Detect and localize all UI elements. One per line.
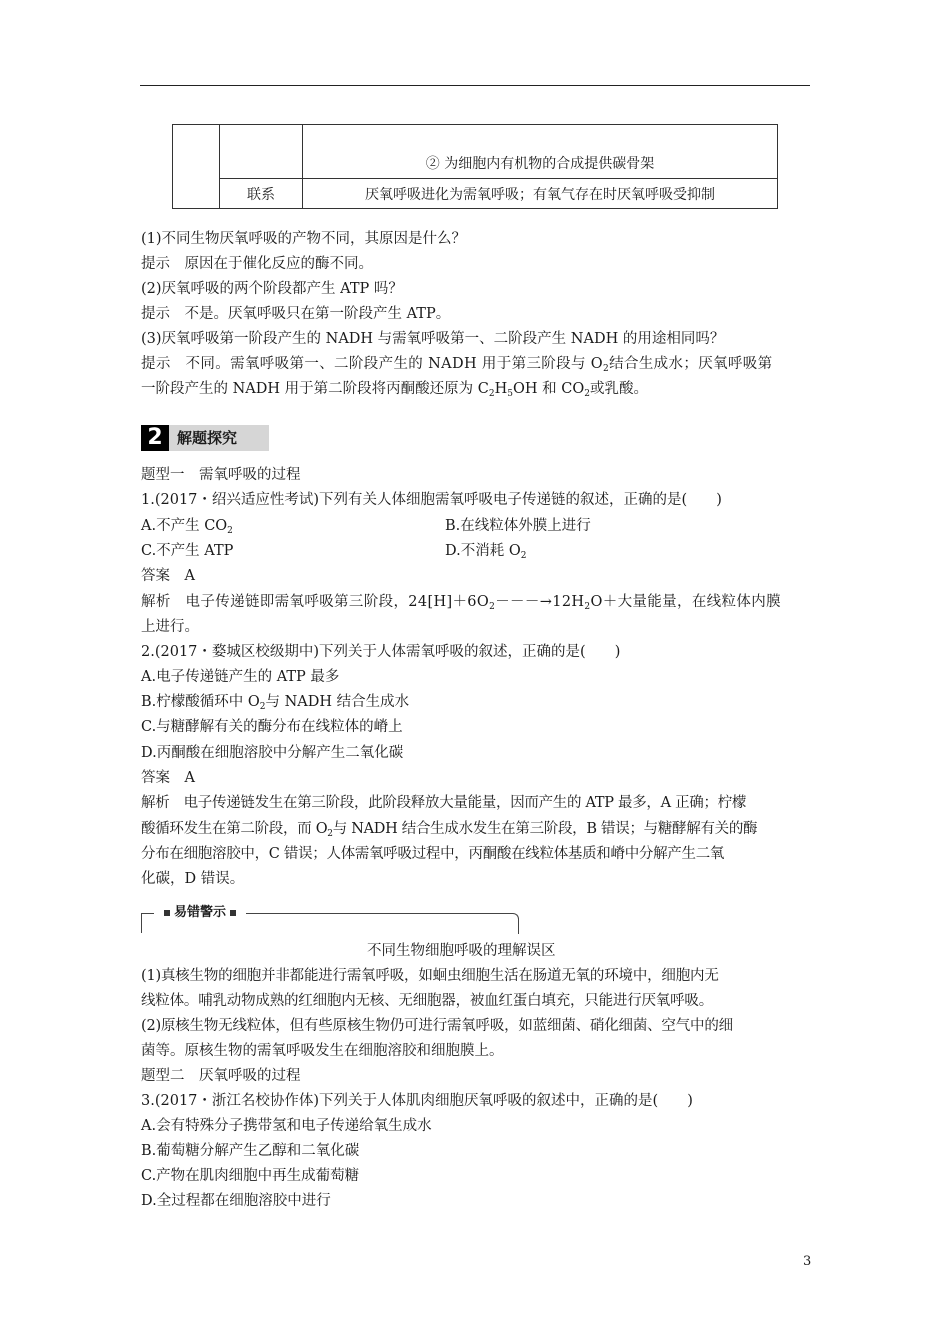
problem-3-option-c: C.产物在肌肉细胞中再生成葡萄糖	[141, 1168, 360, 1184]
problem-2-explanation-line-3: 分布在细胞溶胶中，C 错误；人体需氧呼吸过程中，丙酮酸在线粒体基质和嵴中分解产生二氧	[141, 846, 725, 862]
type-1-heading: 题型一 需氧呼吸的过程	[141, 467, 301, 483]
problem-1-option-b: B.在线粒体外膜上进行	[445, 518, 591, 534]
hint-1: 提示 原因在于催化反应的酶不同。	[141, 256, 373, 272]
problem-2-option-a: A.电子传递链产生的 ATP 最多	[141, 669, 340, 685]
warning-point-1-line-2: 线粒体。哺乳动物成熟的红细胞内无核、无细胞器，被血红蛋白填充，只能进行厌氧呼吸。	[141, 993, 713, 1009]
square-bullet-icon	[230, 910, 236, 916]
warning-box-edge	[141, 913, 142, 933]
problem-1-answer: 答案 A	[141, 568, 195, 584]
problem-2-explanation-line-4: 化碳，D 错误。	[141, 871, 245, 887]
warning-point-1-line-1: (1)真核生物的细胞并非都能进行需氧呼吸，如蛔虫细胞生活在肠道无氧的环境中，细胞内无	[141, 968, 719, 984]
header-rule	[140, 85, 810, 86]
problem-1-option-a: A.不产生 $CO_2$	[141, 518, 233, 536]
problem-1-explanation-line-1: 解析 电子传递链即需氧呼吸第三阶段，$24[H]+6O_2---\to 12H_2O+$大量能量，在线粒体内膜	[141, 594, 781, 612]
warning-label: 易错警示	[154, 903, 246, 923]
table-cell-relation: 厌氧呼吸进化为需氧呼吸；有氧气存在时厌氧呼吸受抑制	[303, 179, 778, 209]
table-cell-label: 联系	[220, 179, 303, 209]
problem-3-option-d: D.全过程都在细胞溶胶中进行	[141, 1193, 331, 1209]
table-row	[173, 179, 778, 209]
table-cell	[173, 125, 220, 209]
square-bullet-icon	[164, 910, 170, 916]
hint-3-line-1: 提示 不同。需氧呼吸第一、二阶段产生的 NADH 用于第三阶段与 $O_2$结合生成水；厌氧呼吸第	[141, 356, 773, 374]
problem-1-stem: 1.(2017・绍兴适应性考试)下列有关人体细胞需氧呼吸电子传递链的叙述，正确的是( )	[141, 492, 722, 508]
page-number: 3	[803, 1254, 812, 1269]
warning-title: 不同生物细胞呼吸的理解误区	[367, 943, 556, 959]
problem-2-answer: 答案 A	[141, 770, 195, 786]
problem-2-explanation-line-1: 解析 电子传递链发生在第三阶段，此阶段释放大量能量，因而产生的 ATP 最多，A 正确；柠檬	[141, 795, 747, 811]
section-number-badge: 2	[141, 425, 169, 451]
problem-3-option-b: B.葡萄糖分解产生乙醇和二氧化碳	[141, 1143, 360, 1159]
hint-2: 提示 不是。厌氧呼吸只在第一阶段产生 ATP。	[141, 306, 451, 322]
problem-2-option-c: C.与糖酵解有关的酶分布在线粒体的嵴上	[141, 719, 403, 735]
problem-1-explanation-line-2: 上进行。	[141, 619, 199, 635]
problem-3-stem: 3.(2017・浙江名校协作体)下列关于人体肌肉细胞厌氧呼吸的叙述中，正确的是( )	[141, 1093, 693, 1109]
problem-1-option-c: C.不产生 ATP	[141, 543, 234, 559]
problem-2-option-d: D.丙酮酸在细胞溶胶中分解产生二氧化碳	[141, 745, 404, 761]
problem-2-option-b: B.柠檬酸循环中 $O_2$与 NADH 结合生成水	[141, 694, 410, 712]
warning-point-2-line-1: (2)原核生物无线粒体，但有些原核生物仍可进行需氧呼吸，如蓝细菌、硝化细菌、空气中的细	[141, 1018, 733, 1034]
table-cell	[220, 125, 303, 179]
question-3: (3)厌氧呼吸第一阶段产生的 NADH 与需氧呼吸第一、二阶段产生 NADH 的用途相同吗？	[141, 331, 725, 347]
section-title: 解题探究	[169, 425, 269, 451]
problem-2-explanation-line-2: 酸循环发生在第二阶段，而 $O_2$与 NADH 结合生成水发生在第三阶段，B 错误；与糖酵解有关的酶	[141, 821, 758, 839]
hint-3-line-2: 一阶段产生的 NADH 用于第二阶段将丙酮酸还原为 $C_2H_5OH$ 和 $CO_2$或乳酸。	[141, 381, 648, 399]
problem-1-option-d: D.不消耗 $O_2$	[445, 543, 527, 561]
table-cell-function: ② 为细胞内有机物的合成提供碳骨架	[303, 125, 778, 179]
warning-point-2-line-2: 菌等。原核生物的需氧呼吸发生在细胞溶胶和细胞膜上。	[141, 1043, 504, 1059]
problem-3-option-a: A.会有特殊分子携带氢和电子传递给氧生成水	[141, 1118, 432, 1134]
question-2: (2)厌氧呼吸的两个阶段都产生 ATP 吗？	[141, 281, 403, 297]
table-row	[173, 125, 778, 179]
comparison-table	[172, 124, 778, 209]
type-2-heading: 题型二 厌氧呼吸的过程	[141, 1068, 301, 1084]
problem-2-stem: 2.(2017・婺城区校级期中)下列关于人体需氧呼吸的叙述，正确的是( )	[141, 644, 621, 660]
question-1: (1)不同生物厌氧呼吸的产物不同，其原因是什么？	[141, 231, 467, 247]
